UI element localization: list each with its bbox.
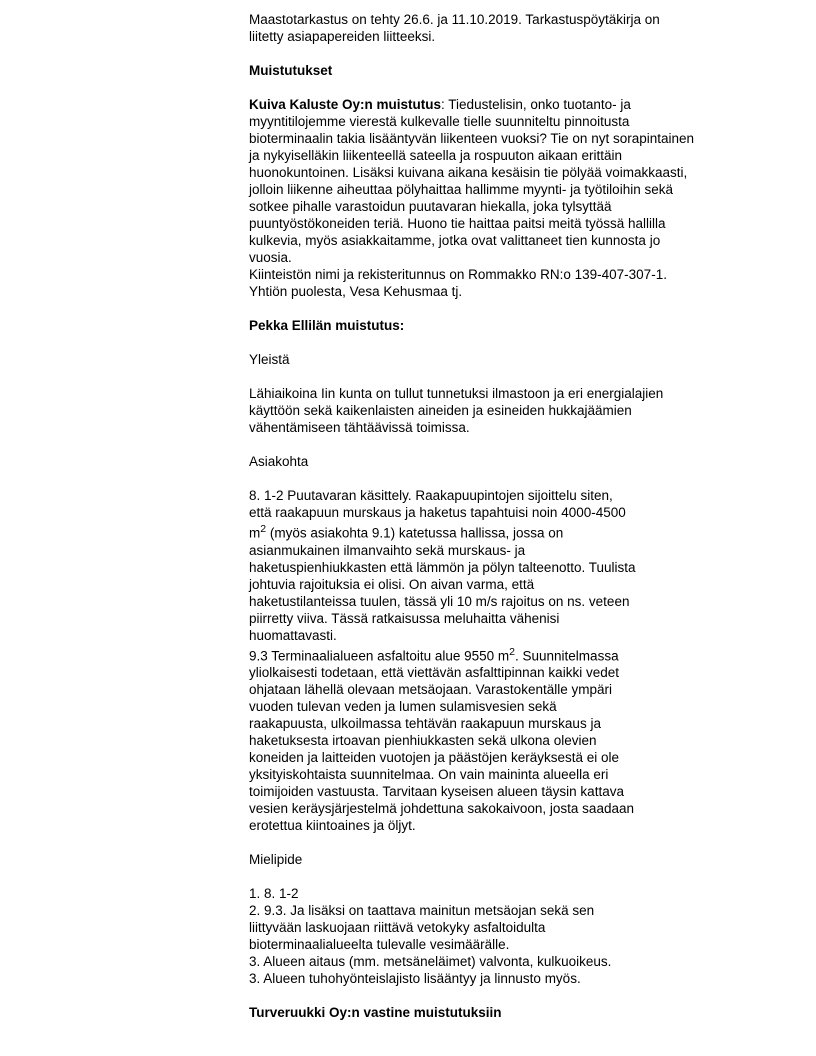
text-line: piirretty viiva. Tässä ratkaisussa meluhaitta vähenisi: [249, 610, 560, 626]
text-line: vesien keräysjärjestelmä johdettuna sakokaivoon, josta saadaan: [249, 801, 634, 816]
text-line: [249, 644, 799, 665]
text-line: 2. 9.3. Ja lisäksi on taattava mainitun metsäojan sekä sen: [249, 903, 595, 918]
spacer: [249, 300, 799, 317]
text-line: myyntitilojemme vierestä kulkevalle tielle suunniteltu pinnoitusta: [249, 114, 630, 129]
document-body: [249, 11, 799, 1021]
text-line: [249, 96, 799, 113]
superscript: 2: [509, 645, 516, 658]
text-line: bioterminaalin takia lisääntyvän liikenteen vuoksi? Tie on nyt sorapintainen: [249, 131, 695, 146]
text-line: toimijoiden vastuusta. Tarvitaan kyseisen alueen täysin kattava: [249, 784, 624, 799]
text-line: jolloin liikenne aiheuttaa pölyhaittaa hallimme myynti- ja työtiloihin sekä: [249, 182, 673, 197]
text-line: vähentämiseen tähtäävissä toimissa.: [249, 420, 470, 435]
spacer: [249, 45, 799, 62]
text-line: käyttöön sekä kaikenlaisten aineiden ja esineiden hukkajäämien: [249, 403, 632, 418]
text-line: haketustilanteissa tuulen, tässä yli 10 m/s rajoitus on ns. veteen: [249, 593, 630, 609]
text-line: asianmukainen ilmanvaihto sekä murskaus- ja: [249, 542, 526, 558]
heading-kuiva-kaluste: Kuiva Kaluste Oy:n muistutus: [249, 97, 442, 112]
text-line: 8. 1-2 Puutavaran käsittely. Raakapuupintojen sijoittelu siten,: [249, 488, 613, 503]
text-line: vuoden tulevan veden ja lumen sulamisvesien sekä: [249, 699, 557, 714]
text-line: huonokuntoinen. Lisäksi kuivana aikana kesäisin tie pölyää voimakkaasti,: [249, 165, 688, 180]
text-line: liitetty asiapapereiden liitteeksi.: [249, 29, 436, 44]
subheading-asiakohta: Asiakohta: [249, 454, 309, 469]
text-line: 3. Alueen aitaus (mm. metsäneläimet) valvonta, kulkuoikeus.: [249, 954, 612, 969]
spacer: [249, 334, 799, 351]
text-run: m: [249, 525, 261, 541]
text-line: koneiden ja laitteiden vuotojen ja päästöjen keräyksestä ei ole: [249, 750, 619, 765]
text-line: Maastotarkastus on tehty 26.6. ja 11.10.2019. Tarkastuspöytäkirja on: [249, 12, 660, 27]
text-line: yksityiskohtaista suunnitelmaa. On vain maininta alueella eri: [249, 767, 609, 782]
text-line: liittyvään laskuojaan riittävä vetokyky asfaltoidulta: [249, 920, 546, 935]
text-line: että raakapuun murskaus ja haketus tapahtuisi noin 4000-4500: [249, 505, 626, 520]
spacer: [249, 987, 799, 1004]
subheading-yleista: Yleistä: [249, 352, 290, 367]
text-line: haketuksesta irtoavan pienhiukkasten sekä ulkona olevien: [249, 733, 597, 748]
text-line: sotkee pihalle varastoidun puutavaran hiekalla, joka tylsyttää: [249, 199, 612, 214]
text-run: 9.3 Terminaalialueen asfaltoitu alue 9550 m: [249, 648, 510, 663]
heading-turveruukki-vastine: Turveruukki Oy:n vastine muistutuksiin: [249, 1005, 502, 1020]
text-line: Yhtiön puolesta, Vesa Kehusmaa tj.: [249, 284, 463, 299]
text-line: erotettua kiintoaines ja öljyt.: [249, 818, 416, 833]
text-line: ja nykyiselläkin liikenteellä sateella ja rospuuton aikaan erittäin: [249, 148, 622, 163]
text-line: yliolkaisesti todetaan, että viettävän asfalttipinnan kaikki vedet: [249, 665, 619, 680]
text-run: (myös asiakohta 9.1) katetussa hallissa, jossa on: [266, 525, 564, 541]
text-line: raakapuusta, ulkoilmassa tehtävän raakapuun murskaus ja: [249, 716, 601, 731]
text-line: [249, 521, 799, 542]
heading-muistutukset: Muistutukset: [249, 63, 333, 78]
text-line: ohjataan lähellä olevaan metsäojaan. Varastokentälle ympäri: [249, 682, 612, 697]
spacer: [249, 470, 799, 487]
text-line: bioterminaalialueelta tulevalle vesimäärälle.: [249, 937, 510, 952]
text-run: . Suunnitelmassa: [515, 648, 619, 663]
spacer: [249, 868, 799, 885]
subheading-mielipide: Mielipide: [249, 852, 303, 867]
text-line: puuntyöstökoneiden teriä. Huono tie haittaa paitsi meitä työssä hallilla: [249, 216, 666, 231]
text-line: haketuspienhiukkasten että lämmön ja pölyn talteenotto. Tuulista: [249, 559, 636, 575]
text-run: : Tiedustelisin, onko tuotanto- ja: [441, 97, 631, 112]
superscript: 2: [260, 523, 267, 535]
text-line: vuosia.: [249, 250, 292, 265]
text-line: Lähiaikoina Iin kunta on tullut tunnetuksi ilmastoon ja eri energialajien: [249, 386, 664, 401]
text-line: Kiinteistön nimi ja rekisteritunnus on Rommakko RN:o 139-407-307-1.: [249, 267, 667, 282]
spacer: [249, 368, 799, 385]
heading-pekka-ellila: Pekka Ellilän muistutus:: [249, 318, 405, 333]
text-line: kulkevia, myös asiakkaitamme, jotka ovat valittaneet tien kunnosta jo: [249, 233, 661, 248]
spacer: [249, 436, 799, 453]
spacer: [249, 834, 799, 851]
text-line: 3. Alueen tuhohyönteislajisto lisääntyy ja linnusto myös.: [249, 971, 581, 986]
text-line: johtuvia rajoituksia ei olisi. On aivan varma, että: [249, 576, 535, 592]
spacer: [249, 79, 799, 96]
text-line: huomattavasti.: [249, 627, 337, 643]
text-line: 1. 8. 1-2: [249, 886, 299, 901]
